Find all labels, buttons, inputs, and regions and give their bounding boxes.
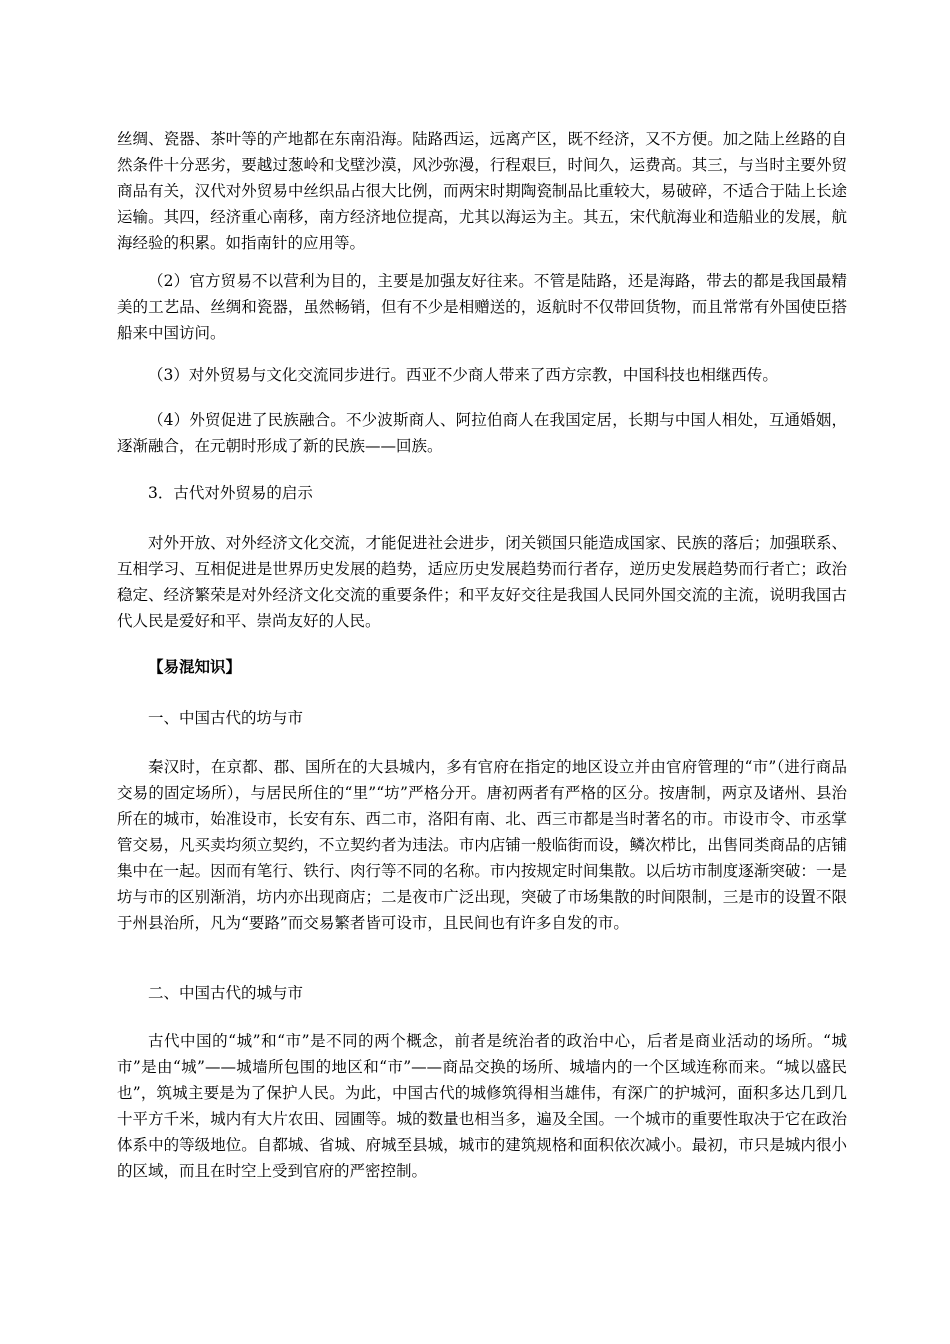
section-heading-cheng-and-shi: 二、中国古代的城与市	[148, 984, 304, 1002]
paragraph-fang-and-shi: 秦汉时，在京都、郡、国所在的大县城内，多有官府在指定的地区设立并由官府管理的“市”（进行商品交易的固定场所），与居民所住的“里”“坊”严格分开。唐初两者有严格的区分。按唐制，两京及诸州、县治所在的城市，始准设市，长安有东、西二市，洛阳有南、北、西三市都是当时著名的市。市设市令、市丞掌管交易，凡买卖均须立契约，不立契约者为违法。市内店铺一般临街而设，鳞次栉比，出售同类商品的店铺集中在一起。因而有笔行、铁行、肉行等不同的名称。市内按规定时间集散。以后坊市制度逐渐突破：一是坊与市的区别渐消，坊内亦出现商店；二是夜市广泛出现，突破了市场集散的时间限制，三是市的设置不限于州县治所，凡为“要路”而交易繁者皆可设市，且民间也有许多自发的市。	[117, 758, 847, 932]
paragraph-ethnic-integration: （4）外贸促进了民族融合。不少波斯商人、阿拉伯商人在我国定居，长期与中国人相处，互通婚姻，逐渐融合，在元朝时形成了新的民族——回族。	[117, 411, 847, 455]
heading-confusing-knowledge: 【易混知识】	[148, 657, 242, 676]
paragraph-trade-and-culture: （3）对外贸易与文化交流同步进行。西亚不少商人带来了西方宗教，中国科技也相继西传。	[148, 366, 778, 384]
section-heading-trade-lessons: 3．古代对外贸易的启示	[148, 484, 313, 502]
paragraph-cheng-and-shi: 古代中国的“城”和“市”是不同的两个概念，前者是统治者的政治中心，后者是商业活动的场所。“城市”是由“城”——城墙所包围的地区和“市”——商品交换的场所、城墙内的一个区域连称而来。“城以盛民也”，筑城主要是为了保护人民。为此，中国古代的城修筑得相当雄伟，有深广的护城河，面积多达几到几十平方千米，城内有大片农田、园圃等。城的数量也相当多，遍及全国。一个城市的重要性取决于它在政治体系中的等级地位。自都城、省城、府城至县城，城市的建筑规格和面积依次减小。最初，市只是城内很小的区域，而且在时空上受到官府的严密控制。	[117, 1032, 847, 1180]
paragraph-overland-silk-road-reasons: 丝绸、瓷器、茶叶等的产地都在东南沿海。陆路西运，远离产区，既不经济，又不方便。加之陆上丝路的自然条件十分恶劣，要越过葱岭和戈壁沙漠，风沙弥漫，行程艰巨，时间久，运费高。其三，与当时主要外贸商品有关，汉代对外贸易中丝织品占很大比例，而两宋时期陶瓷制品比重较大，易破碎，不适合于陆上长途运输。其四，经济重心南移，南方经济地位提高，尤其以海运为主。其五，宋代航海业和造船业的发展，航海经验的积累。如指南针的应用等。	[117, 130, 847, 252]
section-heading-fang-and-shi: 一、中国古代的坊与市	[148, 709, 304, 727]
paragraph-trade-lessons: 对外开放、对外经济文化交流，才能促进社会进步，闭关锁国只能造成国家、民族的落后；加强联系、互相学习、互相促进是世界历史发展的趋势，适应历史发展趋势而行者存，逆历史发展趋势而行者亡；政治稳定、经济繁荣是对外经济文化交流的重要条件；和平友好交往是我国人民同外国交流的主流，说明我国古代人民是爱好和平、崇尚友好的人民。	[117, 534, 847, 630]
paragraph-official-trade: （2）官方贸易不以营利为目的，主要是加强友好往来。不管是陆路，还是海路，带去的都是我国最精美的工艺品、丝绸和瓷器，虽然畅销，但有不少是相赠送的，返航时不仅带回货物，而且常常有外国使臣搭船来中国访问。	[117, 272, 847, 342]
